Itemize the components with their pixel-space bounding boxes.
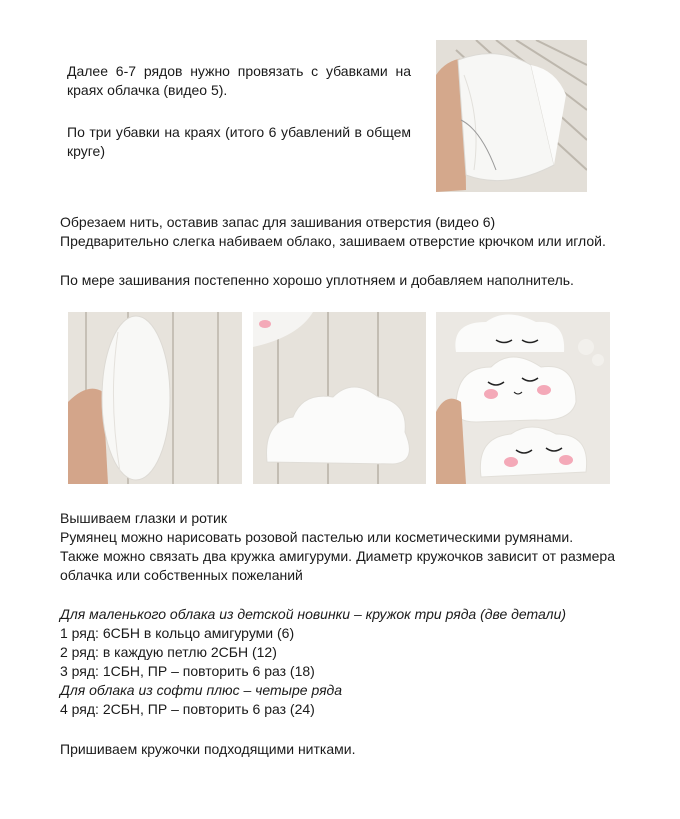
text-compact-filler: По мере зашивания постепенно хорошо уплотняем и добавляем наполнитель. (60, 272, 574, 288)
text-embroider-eyes: Вышиваем глазки и ротик (60, 510, 228, 526)
pattern-row-1: 1 ряд: 6СБН в кольцо амигуруми (6) (60, 625, 295, 641)
pattern-row-2: 2 ряд: в каждую петлю 2СБН (12) (60, 644, 277, 660)
photo-cloud-side (68, 312, 242, 484)
text-blush: Румянец можно нарисовать розовой пастелью или косметическими румянами. (60, 529, 574, 545)
text-rows-decrease: Далее 6-7 рядов нужно провязать с убавками на краях облачка (видео 5). (67, 63, 411, 98)
photo-clouds-faces (436, 312, 610, 484)
text-three-decreases: По три убавки на краях (итого 6 убавлений в общем круге) (67, 124, 411, 159)
pattern-heading-softy: Для облака из софти плюс – четыре ряда (60, 682, 343, 698)
photo-cloud-front (253, 312, 426, 484)
text-amigurumi-circles: Также можно связать два кружка амигуруми. Диаметр кружочков зависит от размера облачка или собственных пожеланий (60, 548, 615, 583)
text-stuff-cloud: Предварительно слегка набиваем облако, зашиваем отверстие крючком или иглой. (60, 233, 606, 249)
photo-knitting-pocket (436, 40, 587, 192)
text-sew-circles: Пришиваем кружочки подходящими нитками. (60, 741, 356, 757)
pattern-heading-small: Для маленького облака из детской новинки – кружок три ряда (две детали) (60, 606, 567, 622)
pattern-row-3: 3 ряд: 1СБН, ПР – повторить 6 раз (18) (60, 663, 315, 679)
text-cut-thread: Обрезаем нить, оставив запас для зашивания отверстия (видео 6) (60, 214, 496, 230)
pattern-row-4: 4 ряд: 2СБН, ПР – повторить 6 раз (24) (60, 701, 315, 717)
